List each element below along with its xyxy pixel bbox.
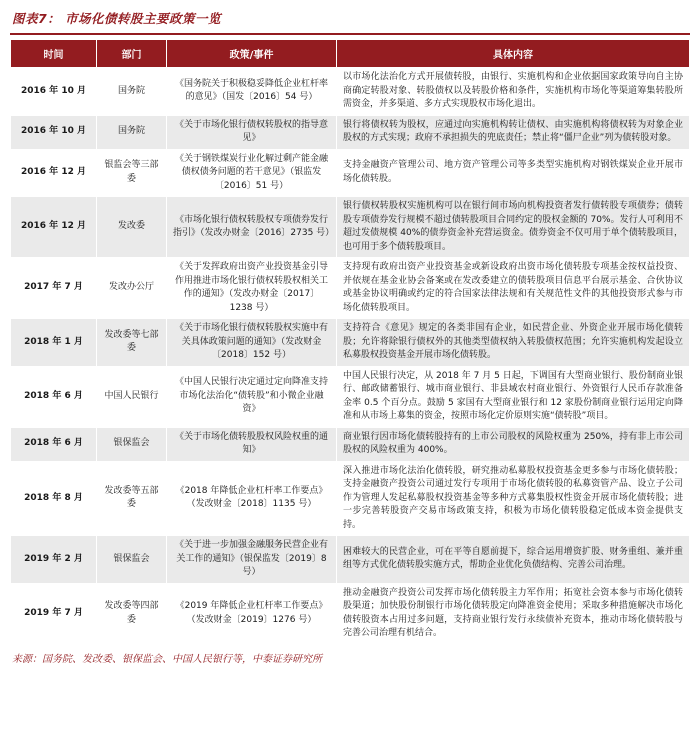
table-row bbox=[11, 258, 690, 319]
column-header-dept: 部门 bbox=[97, 40, 167, 68]
table-row bbox=[11, 536, 690, 584]
cell-content: 支持现有政府出资产业投资基金或新设政府出资市场化债转股专项基金按权益投资、并依规在基金业协会备案或在发改委建立的债转股项目信息平台展示基金、合伙协议或基金协议明确或约定的符合国家法律法规和有关规范性文件的其他投资形式参与市场化债转股项目。 bbox=[337, 258, 690, 319]
cell-time: 2018 年 6 月 bbox=[11, 427, 97, 461]
cell-time: 2019 年 2 月 bbox=[11, 536, 97, 584]
cell-dept: 发改办公厅 bbox=[97, 258, 167, 319]
cell-content: 银行债权转股权实施机构可以在银行间市场向机构投资者发行债转股专项债券；债转股专项债券发行规模不超过债转股项目合同约定的股权金额的 70%。发行人可利用不超过发债规模 40%的债券资金补充营运资金。债券资金不仅可用于单个债转股项目，也可用于多个债转股项目。 bbox=[337, 197, 690, 258]
cell-dept: 发改委 bbox=[97, 197, 167, 258]
table-row bbox=[11, 366, 690, 427]
cell-time: 2017 年 7 月 bbox=[11, 258, 97, 319]
cell-time: 2016 年 12 月 bbox=[11, 149, 97, 197]
table-row bbox=[11, 583, 690, 644]
column-header-policy: 政策/事件 bbox=[167, 40, 337, 68]
column-header-content: 具体内容 bbox=[337, 40, 690, 68]
cell-content: 银行将债权转为股权，应通过向实施机构转让债权、由实施机构将债权转为对象企业股权的方式实现；政府不承担损失的兜底责任；禁止将“僵尸企业”列为债转股对象。 bbox=[337, 115, 690, 149]
cell-dept: 国务院 bbox=[97, 68, 167, 116]
cell-dept: 银保监会 bbox=[97, 427, 167, 461]
cell-time: 2016 年 10 月 bbox=[11, 115, 97, 149]
cell-time: 2018 年 1 月 bbox=[11, 319, 97, 367]
cell-policy: 《关于市场化债转股股权风险权重的通知》 bbox=[167, 427, 337, 461]
source-note: 来源：国务院、发改委、银保监会、中国人民银行等，中泰证券研究所 bbox=[12, 653, 322, 665]
figure-title: 图表7： 市场化债转股主要政策一览 bbox=[10, 7, 690, 35]
cell-policy: 《国务院关于积极稳妥降低企业杠杆率的意见》（国发〔2016〕54 号） bbox=[167, 68, 337, 116]
cell-policy: 《市场化银行债权转股权专项债券发行指引》（发改办财金〔2016〕2735 号） bbox=[167, 197, 337, 258]
cell-dept: 发改委等七部委 bbox=[97, 319, 167, 367]
table-row bbox=[11, 427, 690, 461]
cell-dept: 发改委等五部委 bbox=[97, 461, 167, 536]
cell-dept: 中国人民银行 bbox=[97, 366, 167, 427]
table-row bbox=[11, 149, 690, 197]
cell-policy: 《2018 年降低企业杠杆率工作要点》（发改财金〔2018〕1135 号） bbox=[167, 461, 337, 536]
table-row bbox=[11, 68, 690, 116]
cell-content: 中国人民银行决定，从 2018 年 7 月 5 日起，下调国有大型商业银行、股份制商业银行、邮政储蓄银行、城市商业银行、非县域农村商业银行、外资银行人民币存款准备金率 0.5 个百分点。鼓励 5 家国有大型商业银行和 12 家股份制商业银行运用定向降准和从市场上募集的资金，按照市场化定价原则实施“债转股”项目。 bbox=[337, 366, 690, 427]
table-row bbox=[11, 115, 690, 149]
table-row bbox=[11, 197, 690, 258]
cell-dept: 发改委等四部委 bbox=[97, 583, 167, 644]
cell-time: 2016 年 12 月 bbox=[11, 197, 97, 258]
cell-content: 支持符合《意见》规定的各类非国有企业，如民营企业、外资企业开展市场化债转股；允许将除银行债权外的其他类型债权纳入转股债权范围；允许实施机构发起设立私募股权投资基金开展市场化债转股。 bbox=[337, 319, 690, 367]
cell-policy: 《中国人民银行决定通过定向降准支持市场化法治化“债转股”和小微企业融资》 bbox=[167, 366, 337, 427]
cell-dept: 银监会等三部委 bbox=[97, 149, 167, 197]
cell-dept: 国务院 bbox=[97, 115, 167, 149]
table-row bbox=[11, 461, 690, 536]
policy-table bbox=[10, 39, 690, 645]
cell-policy: 《关于市场化银行债权转股权的指导意见》 bbox=[167, 115, 337, 149]
cell-policy: 《2019 年降低企业杠杆率工作要点》（发改财金〔2019〕1276 号） bbox=[167, 583, 337, 644]
cell-content: 商业银行因市场化债转股持有的上市公司股权的风险权重为 250%，持有非上市公司股权的风险权重为 400%。 bbox=[337, 427, 690, 461]
cell-policy: 《关于进一步加强金融服务民营企业有关工作的通知》（银保监发〔2019〕8 号） bbox=[167, 536, 337, 584]
cell-policy: 《关于钢铁煤炭行业化解过剩产能金融债权债务问题的若干意见》（银监发〔2016〕51 号） bbox=[167, 149, 337, 197]
table-row bbox=[11, 319, 690, 367]
cell-policy: 《关于发挥政府出资产业投资基金引导作用推进市场化银行债权转股权相关工作的通知》（发改办财金〔2017〕1238 号） bbox=[167, 258, 337, 319]
cell-dept: 银保监会 bbox=[97, 536, 167, 584]
cell-content: 推动金融资产投资公司发挥市场化债转股主力军作用；拓宽社会资本参与市场化债转股渠道；加快股份制银行市场化债转股定向降准资金使用；采取多种措施解决市场化债转股资本占用过多问题，支持商业银行发行永续债补充资本，推动市场化债转股与完善公司治理有机结合。 bbox=[337, 583, 690, 644]
cell-time: 2016 年 10 月 bbox=[11, 68, 97, 116]
cell-content: 深入推进市场化法治化债转股，研究推动私募股权投资基金更多参与市场化债转股；支持金融资产投资公司通过发行专项用于市场化债转股的私募资管产品、设立子公司作为管理人发起私募股权投资基金等多种方式募集股权性资金开展市场化债转股；进一步完善转股资产交易市场政策支持，积极为市场化债转股稳定低成本资金提供支持。 bbox=[337, 461, 690, 536]
table-header-row bbox=[11, 40, 690, 68]
cell-policy: 《关于市场化银行债权转股权实施中有关具体政策问题的通知》（发改财金〔2018〕152 号） bbox=[167, 319, 337, 367]
cell-time: 2019 年 7 月 bbox=[11, 583, 97, 644]
cell-content: 困难较大的民营企业，可在平等自愿前提下，综合运用增资扩股、财务重组、兼并重组等方式优化债转股实施方式，帮助企业优化负债结构、完善公司治理。 bbox=[337, 536, 690, 584]
cell-time: 2018 年 6 月 bbox=[11, 366, 97, 427]
cell-content: 支持金融资产管理公司、地方资产管理公司等多类型实施机构对钢铁煤炭企业开展市场化债转股。 bbox=[337, 149, 690, 197]
column-header-time: 时间 bbox=[11, 40, 97, 68]
cell-time: 2018 年 8 月 bbox=[11, 461, 97, 536]
cell-content: 以市场化法治化方式开展债转股，由银行、实施机构和企业依据国家政策导向自主协商确定转股对象、转股债权以及转股价格和条件，实施机构市场化等渠道筹集转股所需资金，并多渠道、多方式实现股权市场化退出。 bbox=[337, 68, 690, 116]
